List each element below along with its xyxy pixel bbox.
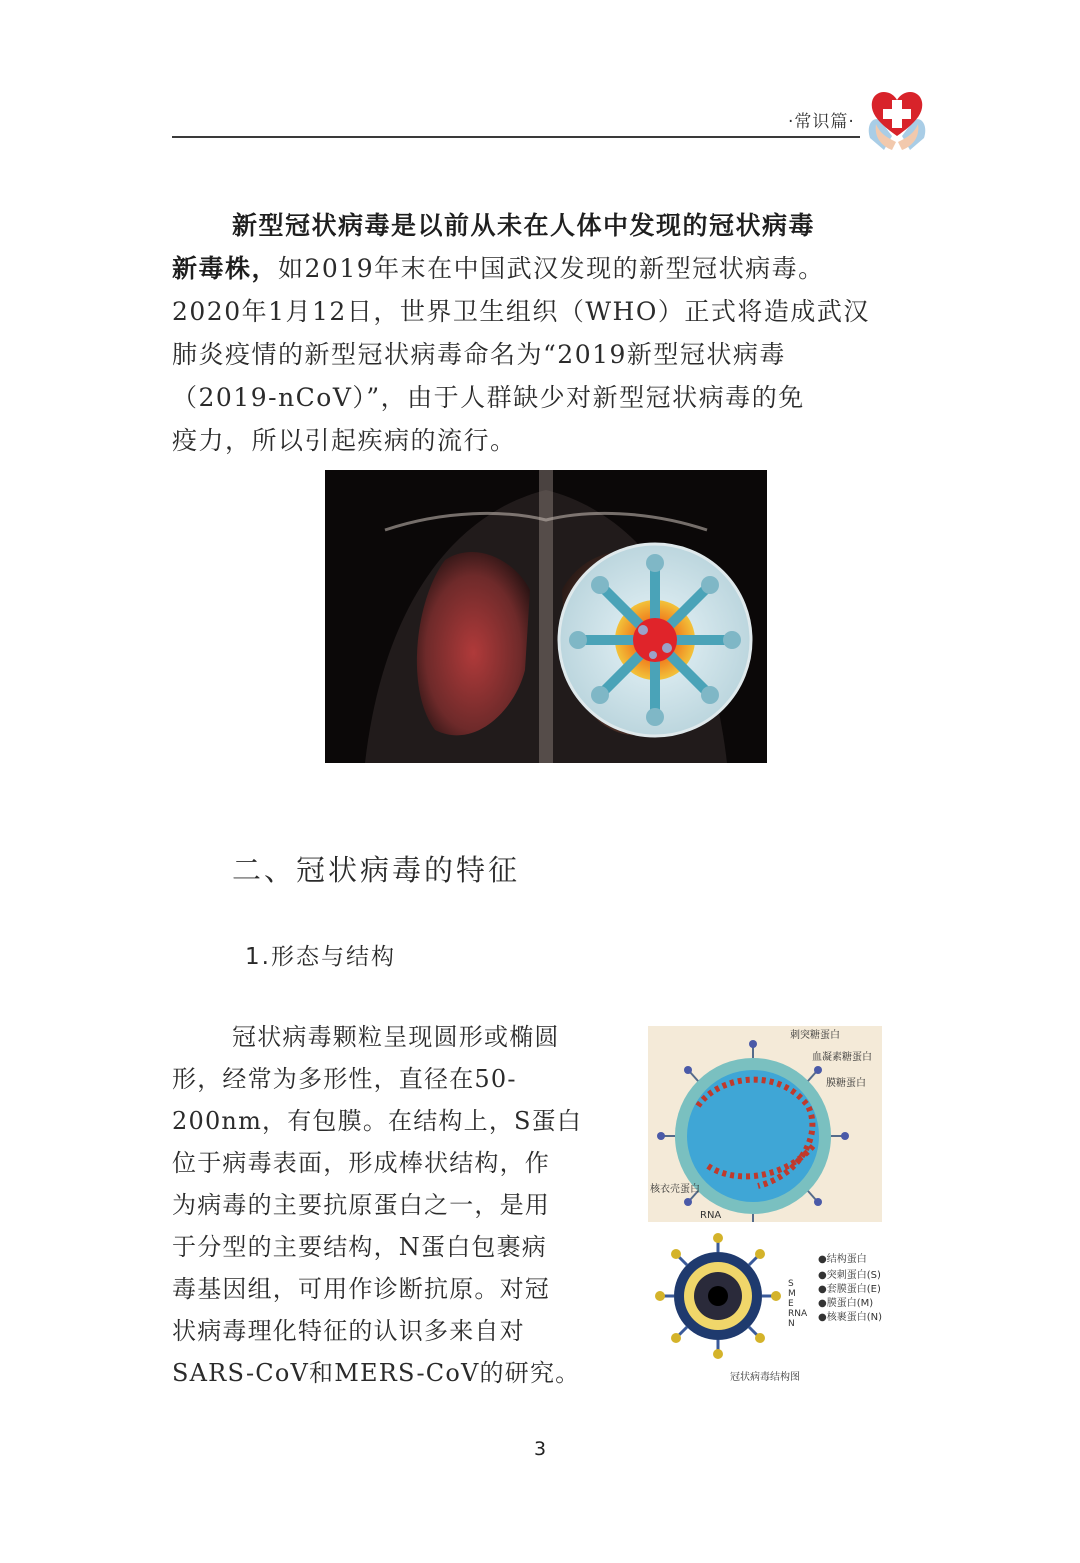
side-letter: M (788, 1289, 796, 1299)
section-title: 二、冠状病毒的特征 (232, 853, 521, 887)
legend-item: ●突刺蛋白(S) (818, 1270, 881, 1281)
text-line: 疫力，所以引起疾病的流行。 (172, 426, 517, 455)
text-line: 毒基因组，可用作诊断抗原。对冠 (172, 1275, 550, 1303)
virus-cutaway-diagram (648, 1026, 882, 1222)
intro-paragraph (172, 204, 912, 462)
legend-item: ●核裹蛋白(N) (818, 1312, 883, 1323)
virus-schematic-drawing (655, 1233, 781, 1359)
label-membrane-glycoprotein: 膜糖蛋白 (826, 1078, 866, 1089)
text-line: 2020年1月12日，世界卫生组织（WHO）正式将造成武汉 (172, 297, 870, 326)
label-hemagglutinin: 血凝素糖蛋白 (812, 1052, 872, 1063)
heart-hands-logo (862, 80, 932, 152)
legend-item: ●套膜蛋白(E) (818, 1284, 881, 1295)
text-line: 状病毒理化特征的认识多来自对 (172, 1317, 525, 1345)
text-line: 肺炎疫情的新型冠状病毒命名为“2019新型冠状病毒 (172, 340, 786, 369)
page-number: 3 (533, 1438, 547, 1460)
label-nucleocapsid: 核衣壳蛋白 (650, 1184, 700, 1195)
text-line: 冠状病毒颗粒呈现圆形或椭圆 (232, 1023, 560, 1051)
text-line: 形，经常为多形性，直径在50- (172, 1065, 517, 1093)
header-section-label: ·常识篇· (788, 112, 855, 132)
text-line: 位于病毒表面，形成棒状结构，作 (172, 1149, 550, 1177)
side-letter: N (788, 1319, 795, 1329)
header-divider (172, 136, 860, 138)
figure-caption: 冠状病毒结构图 (730, 1372, 800, 1383)
text-line: 为病毒的主要抗原蛋白之一，是用 (172, 1191, 550, 1219)
virus-structure-schematic (648, 1228, 908, 1388)
legend-item: ●结构蛋白 (818, 1254, 867, 1265)
side-letter: E (788, 1299, 794, 1309)
morphology-paragraph (172, 1016, 642, 1394)
text-line (172, 247, 912, 290)
subsection-title: 1.形态与结构 (245, 944, 396, 970)
text-line: 于分型的主要结构，N蛋白包裹病 (172, 1233, 547, 1261)
body-text: 如2019年末在中国武汉发现的新型冠状病毒。 (278, 254, 825, 283)
text-line: （2019-nCoV）”，由于人群缺少对新型冠状病毒的免 (172, 383, 805, 412)
label-rna: RNA (700, 1210, 722, 1221)
label-spike-glycoprotein: 刺突糖蛋白 (790, 1030, 840, 1041)
bold-text: 新型冠状病毒是以前从未在人体中发现的冠状病毒 (232, 211, 816, 240)
legend-item: ●膜蛋白(M) (818, 1298, 874, 1309)
text-line: 200nm，有包膜。在结构上，S蛋白 (172, 1107, 583, 1135)
text-line: SARS-CoV和MERS-CoV的研究。 (172, 1359, 581, 1387)
text-line (172, 204, 912, 247)
side-letter: S (788, 1279, 794, 1289)
side-letter: RNA (788, 1309, 808, 1319)
lung-virus-illustration (325, 470, 767, 763)
bold-text: 新毒株， (172, 254, 279, 283)
